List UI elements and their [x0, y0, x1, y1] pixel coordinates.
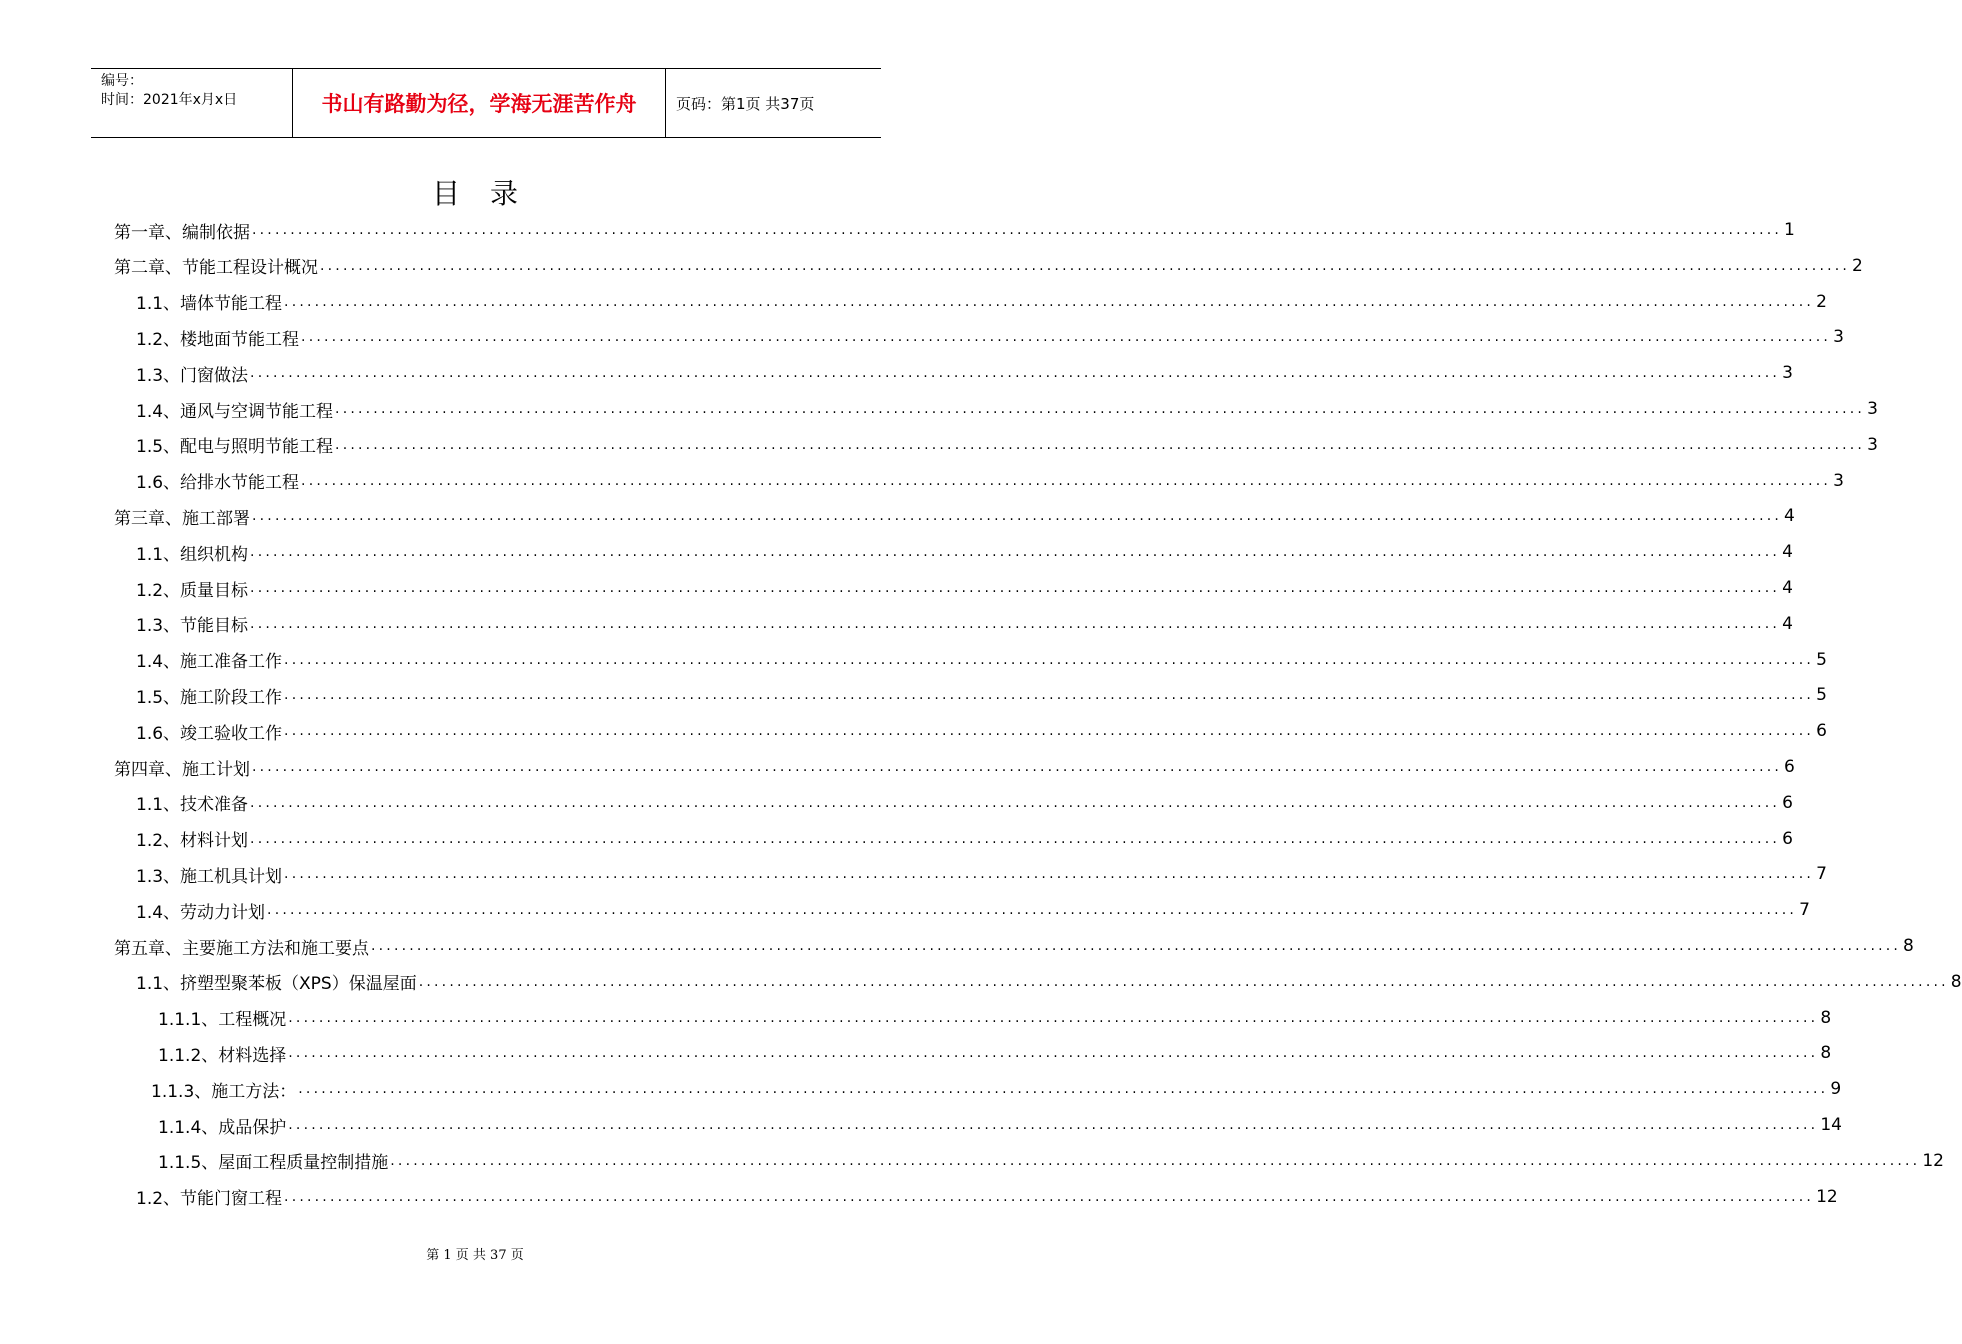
toc-entry-title: 第三章、施工部署 — [114, 508, 250, 529]
toc-entry-title: 1.1、挤塑型聚苯板（XPS）保温屋面 — [136, 974, 417, 995]
toc-entry-title: 第一章、编制依据 — [114, 222, 250, 243]
toc-entry[interactable] — [158, 1107, 1842, 1143]
toc-entry-page: 7 — [1816, 864, 1827, 885]
toc-entry-title: 1.5、配电与照明节能工程 — [136, 437, 334, 458]
toc-entry[interactable] — [114, 928, 1914, 964]
toc-entry-title: 1.1.5、屋面工程质量控制措施 — [158, 1153, 389, 1174]
toc-dot-leader: ........................................................................................................................................................................................................ — [390, 1152, 1921, 1169]
toc-entry-page: 14 — [1820, 1115, 1842, 1135]
toc-entry-title: 1.2、楼地面节能工程 — [136, 329, 300, 350]
toc-dot-leader: ........................................................................................................................................................................................................ — [284, 723, 1815, 740]
toc-entry-title: 1.6、给排水节能工程 — [136, 473, 300, 494]
toc-entry[interactable] — [158, 1000, 1832, 1036]
toc-entry-page: 8 — [1903, 936, 1914, 956]
toc-entry-title: 1.5、施工阶段工作 — [136, 687, 283, 708]
toc-entry-page: 8 — [1820, 1007, 1832, 1028]
toc-entry[interactable] — [136, 1179, 1838, 1215]
toc-entry-title: 1.4、施工准备工作 — [136, 652, 283, 673]
page-header — [91, 68, 881, 138]
toc-entry-page: 3 — [1782, 363, 1793, 384]
toc-entry-page: 6 — [1784, 757, 1795, 777]
toc-entry-page: 3 — [1833, 470, 1844, 491]
toc-entry-title: 1.1、技术准备 — [136, 795, 249, 816]
toc-dot-leader: ........................................................................................................................................................................................................ — [252, 222, 1783, 238]
toc-entry-page: 6 — [1782, 792, 1793, 813]
toc-entry-page: 2 — [1852, 255, 1863, 276]
toc-entry-title: 1.3、节能目标 — [136, 616, 249, 637]
toc-dot-leader: ........................................................................................................................................................................................................ — [284, 1188, 1815, 1205]
toc-entry-page: 4 — [1782, 542, 1793, 563]
header-page-cell — [666, 69, 881, 137]
toc-entry[interactable] — [114, 212, 1795, 248]
toc-entry-page: 8 — [1950, 971, 1962, 992]
toc-dot-leader: ........................................................................................................................................................................................................ — [284, 687, 1815, 704]
toc-entry-title: 1.2、质量目标 — [136, 580, 249, 601]
toc-entry-title: 1.1、组织机构 — [136, 544, 249, 565]
toc-dot-leader: ........................................................................................................................................................................................................ — [250, 580, 1781, 596]
toc-entry-page: 12 — [1922, 1150, 1944, 1171]
toc-entry-title: 第四章、施工计划 — [114, 759, 250, 780]
toc-entry-page: 12 — [1816, 1186, 1838, 1207]
toc-dot-leader: ........................................................................................................................................................................................................ — [288, 1009, 1819, 1026]
toc-entry[interactable] — [136, 284, 1827, 320]
toc-entry-title: 1.4、通风与空调节能工程 — [136, 401, 334, 422]
toc-entry[interactable] — [136, 319, 1844, 355]
toc-entry[interactable] — [136, 785, 1793, 821]
toc-dot-leader: ........................................................................................................................................................................................................ — [298, 1081, 1829, 1098]
toc-dot-leader: ........................................................................................................................................................................................................ — [250, 830, 1781, 847]
toc-entry[interactable] — [136, 570, 1793, 606]
toc-dot-leader: ........................................................................................................................................................................................................ — [252, 508, 1783, 525]
toc-entry-title: 1.1、墙体节能工程 — [136, 294, 283, 315]
toc-entry[interactable] — [136, 427, 1878, 463]
toc-entry-page: 5 — [1816, 649, 1827, 670]
toc-entry-page: 3 — [1833, 327, 1844, 348]
toc-dot-leader: ........................................................................................................................................................................................................ — [250, 794, 1781, 811]
toc-entry[interactable] — [136, 642, 1827, 678]
toc-entry[interactable] — [136, 391, 1878, 427]
toc-entry-page: 3 — [1867, 434, 1878, 455]
toc-title: 目录 — [431, 177, 548, 210]
toc-entry-title: 1.3、门窗做法 — [136, 365, 249, 386]
toc-entry[interactable] — [158, 1143, 1944, 1179]
toc-entry-page: 6 — [1782, 828, 1793, 849]
toc-dot-leader: ........................................................................................................................................................................................................ — [335, 401, 1866, 417]
toc-entry-title: 1.1.4、成品保护 — [158, 1117, 287, 1138]
doc-number-label: 编号： — [101, 73, 143, 89]
toc-dot-leader: ........................................................................................................................................................................................................ — [250, 615, 1781, 632]
toc-entry[interactable] — [136, 355, 1793, 391]
toc-entry-page: 5 — [1816, 685, 1827, 706]
toc-dot-leader: ........................................................................................................................................................................................................ — [335, 436, 1866, 453]
toc-dot-leader: ........................................................................................................................................................................................................ — [288, 1117, 1819, 1133]
header-page-info: 页码：第1页 共37页 — [676, 95, 815, 113]
toc-dot-leader: ........................................................................................................................................................................................................ — [284, 293, 1815, 310]
toc-dot-leader: ........................................................................................................................................................................................................ — [301, 329, 1832, 346]
toc-entry-title: 第二章、节能工程设计概况 — [114, 258, 318, 279]
toc-entry-title: 1.2、材料计划 — [136, 831, 249, 852]
toc-dot-leader: ........................................................................................................................................................................................................ — [320, 257, 1851, 274]
toc-dot-leader: ........................................................................................................................................................................................................ — [250, 544, 1781, 561]
toc-entry-page: 1 — [1784, 220, 1795, 240]
toc-entry-title: 1.2、节能门窗工程 — [136, 1189, 283, 1210]
toc-entry[interactable] — [136, 964, 1962, 1000]
toc-entry-page: 9 — [1830, 1079, 1842, 1100]
toc-entry[interactable] — [151, 1071, 1842, 1107]
toc-entry[interactable] — [136, 606, 1793, 642]
toc-dot-leader: ........................................................................................................................................................................................................ — [371, 938, 1902, 954]
toc-entry[interactable] — [136, 677, 1827, 713]
header-motto: 书山有路勤为径，学海无涯苦作舟 — [321, 91, 637, 116]
header-meta-cell — [91, 69, 293, 137]
toc-entry[interactable] — [114, 749, 1795, 785]
toc-entry-page: 4 — [1782, 578, 1793, 598]
toc-entry[interactable] — [114, 248, 1863, 284]
toc-entry[interactable] — [136, 463, 1844, 499]
toc-dot-leader: ........................................................................................................................................................................................................ — [418, 973, 1949, 990]
toc-entry-title: 1.1.2、材料选择 — [158, 1045, 287, 1066]
toc-dot-leader: ........................................................................................................................................................................................................ — [252, 759, 1783, 775]
toc-entry[interactable] — [136, 856, 1827, 892]
toc-dot-leader: ........................................................................................................................................................................................................ — [250, 365, 1781, 382]
toc-entry-page: 3 — [1867, 399, 1878, 419]
toc-entry[interactable] — [114, 498, 1795, 534]
toc-entry-title: 1.4、劳动力计划 — [136, 902, 266, 923]
toc-entry-title: 1.6、竣工验收工作 — [136, 723, 283, 744]
toc-entry-page: 6 — [1816, 721, 1827, 742]
date-label: 时间：2021年x月x日 — [101, 92, 238, 108]
toc-dot-leader: ........................................................................................................................................................................................................ — [267, 902, 1798, 919]
toc-entry[interactable] — [136, 892, 1810, 928]
toc-entry-page: 4 — [1782, 613, 1793, 634]
toc-entry-page: 4 — [1784, 506, 1795, 527]
toc-entry-page: 8 — [1820, 1043, 1832, 1064]
toc-entry[interactable] — [136, 821, 1793, 857]
toc-entry[interactable] — [158, 1035, 1832, 1071]
toc-dot-leader: ........................................................................................................................................................................................................ — [284, 866, 1815, 883]
toc-entry[interactable] — [136, 534, 1793, 570]
toc-entry-title: 1.3、施工机具计划 — [136, 866, 283, 887]
toc-entry-title: 1.1.3、施工方法： — [151, 1081, 297, 1102]
toc-dot-leader: ........................................................................................................................................................................................................ — [284, 651, 1815, 668]
toc-entry-title: 1.1.1、工程概况 — [158, 1010, 287, 1031]
toc-dot-leader: ........................................................................................................................................................................................................ — [301, 472, 1832, 489]
toc-entry[interactable] — [136, 713, 1827, 749]
page-footer: 第 1 页 共 37 页 — [426, 1248, 524, 1263]
toc-dot-leader: ........................................................................................................................................................................................................ — [288, 1045, 1819, 1062]
toc-entry-page: 7 — [1799, 900, 1810, 921]
header-motto-cell — [293, 69, 666, 137]
toc-entry-page: 2 — [1816, 291, 1827, 312]
toc-entry-title: 第五章、主要施工方法和施工要点 — [114, 938, 369, 959]
